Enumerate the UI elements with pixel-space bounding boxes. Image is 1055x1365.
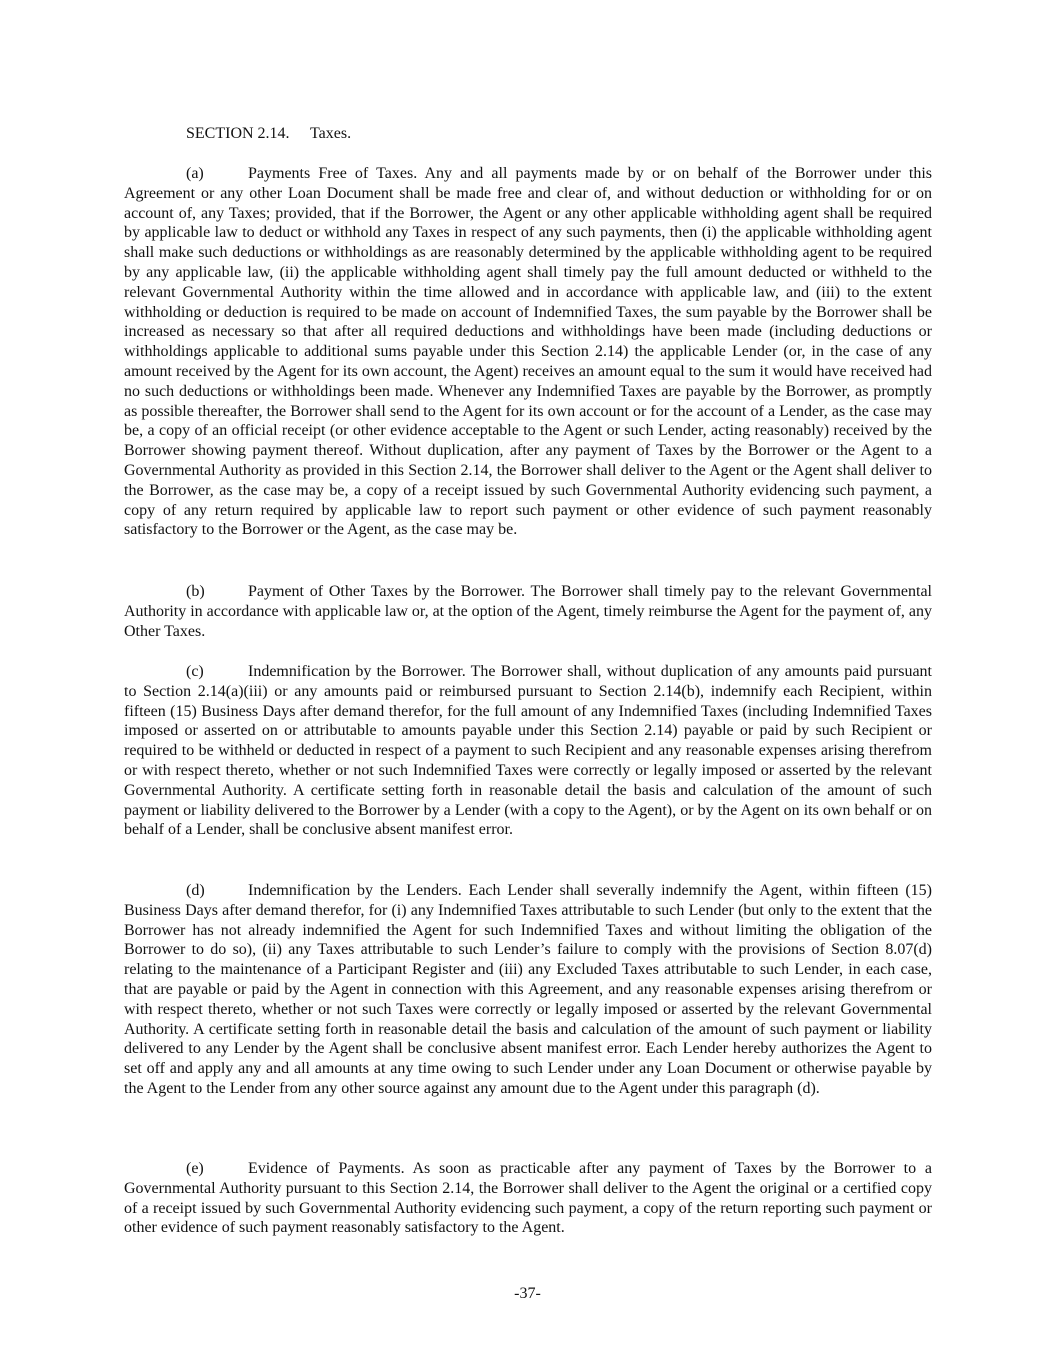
paragraph-label: (c) [186, 663, 204, 680]
section-heading [186, 124, 351, 144]
paragraph-text: Evidence of Payments. As soon as practicable after any payment of Taxes by the Borrower to a Governmental Authority pursuant to this Section 2.14, the Borrower shall deliver to the Agent the original or a certified copy of a receipt issued by such Governmental Authority evidencing such payment, a copy of the return reporting such payment or other evidence of such payment reasonably satisfactory to the Agent. [124, 1160, 932, 1237]
paragraph-label: (e) [186, 1160, 204, 1177]
section-number: SECTION 2.14. [186, 125, 290, 142]
paragraph-label: (d) [186, 882, 205, 899]
paragraph-d [124, 881, 932, 1099]
paragraph-text: Payment of Other Taxes by the Borrower. The Borrower shall timely pay to the relevant Governmental Authority in accordance with applicable law or, at the option of the Agent, timely reimburse the Agent for the payment of, any Other Taxes. [124, 583, 933, 640]
paragraph-e [124, 1159, 932, 1238]
paragraph-label: (b) [186, 583, 205, 600]
section-title: Taxes. [310, 125, 352, 142]
paragraph-text: Payments Free of Taxes. Any and all payments made by or on behalf of the Borrower under this Agreement or any other Loan Document shall be made free and clear of, and without deduction or withholding for or on account of, any Taxes; provided, that if the Borrower, the Agent or any other applicable withholding agent shall be required by applicable law to deduct or withhold any Taxes in respect of any such payments, then (i) the applicable withholding agent shall make such deductions or withholdings as are reasonably determined by the applicable withholding agent to be required by any applicable law, (ii) the applicable withholding agent shall timely pay the full amount deducted or withheld to the relevant Governmental Authority within the time allowed and in accordance with applicable law, and (iii) to the extent withholding or deduction is required to be made on account of Indemnified Taxes, the sum payable by the Borrower shall be increased as necessary so that after all required deductions and withholdings have been made (including deductions or withholdings applicable to additional sums payable under this Section 2.14) the applicable Lender (or, in the case of any amount received by the Agent for its own account, the Agent) receives an amount equal to the sum it would have received had no such deductions or withholdings been made. Whenever any Indemnified Taxes are payable by the Borrower, as promptly as possible thereafter, the Borrower shall send to the Agent for its own account or for the account of a Lender, as the case may be, a copy of an official receipt (or other evidence acceptable to the Agent or such Lender, acting reasonably) received by the Borrower showing payment thereof. Without duplication, after any payment of Taxes by the Borrower or the Agent to a Governmental Authority as provided in this Section 2.14, the Borrower shall deliver to the Agent or the Agent shall deliver to the Borrower, as the case may be, a copy of a receipt issued by such Governmental Authority evidencing such payment, a copy of any return required by applicable law to report such payment or other evidence of such payment reasonably satisfactory to the Borrower or the Agent, as the case may be. [124, 165, 932, 539]
page-number: -37- [514, 1285, 541, 1302]
paragraph-a [124, 164, 932, 540]
paragraph-text: Indemnification by the Borrower. The Borrower shall, without duplication of any amounts paid pursuant to Section 2.14(a)(iii) or any amounts paid or reimbursed pursuant to Section 2.14(b), indemnify each Recipient, within fifteen (15) Business Days after demand therefor, for the full amount of any Indemnified Taxes (including Indemnified Taxes imposed or asserted on or attributable to amounts payable under this Section 2.14) payable or paid by such Recipient or required to be withheld or deducted in respect of a payment to such Recipient and any reasonable expenses arising therefrom or with respect thereto, whether or not such Indemnified Taxes were correctly or legally imposed or asserted by the relevant Governmental Authority. A certificate setting forth in reasonable detail the basis and calculation of the amount of such payment or liability delivered to the Borrower by a Lender (with a copy to the Agent), or by the Agent on its own behalf or on behalf of a Lender, shall be conclusive absent manifest error. [124, 663, 932, 839]
paragraph-label: (a) [186, 165, 204, 182]
paragraph-c [124, 662, 932, 840]
paragraph-b [124, 582, 932, 641]
paragraph-text: Indemnification by the Lenders. Each Lender shall severally indemnify the Agent, within fifteen (15) Business Days after demand therefor, for (i) any Indemnified Taxes attributable to such Lender (but only to the extent that the Borrower has not already indemnified the Agent for such Indemnified Taxes and without limiting the obligation of the Borrower to do so), (ii) any Taxes attributable to such Lender’s failure to comply with the provisions of Section 8.07(d) relating to the maintenance of a Participant Register and (iii) any Excluded Taxes attributable to such Lender, in each case, that are payable or paid by the Agent in connection with this Agreement, and any reasonable expenses arising therefrom or with respect thereto, whether or not such Taxes were correctly or legally imposed or asserted by the relevant Governmental Authority. A certificate setting forth in reasonable detail the basis and calculation of the amount of such payment or liability delivered to any Lender by the Agent shall be conclusive absent manifest error. Each Lender hereby authorizes the Agent to set off and apply any and all amounts at any time owing to such Lender under any Loan Document or otherwise payable by the Agent to the Lender from any other source against any amount due to the Agent under this paragraph (d). [124, 882, 932, 1097]
